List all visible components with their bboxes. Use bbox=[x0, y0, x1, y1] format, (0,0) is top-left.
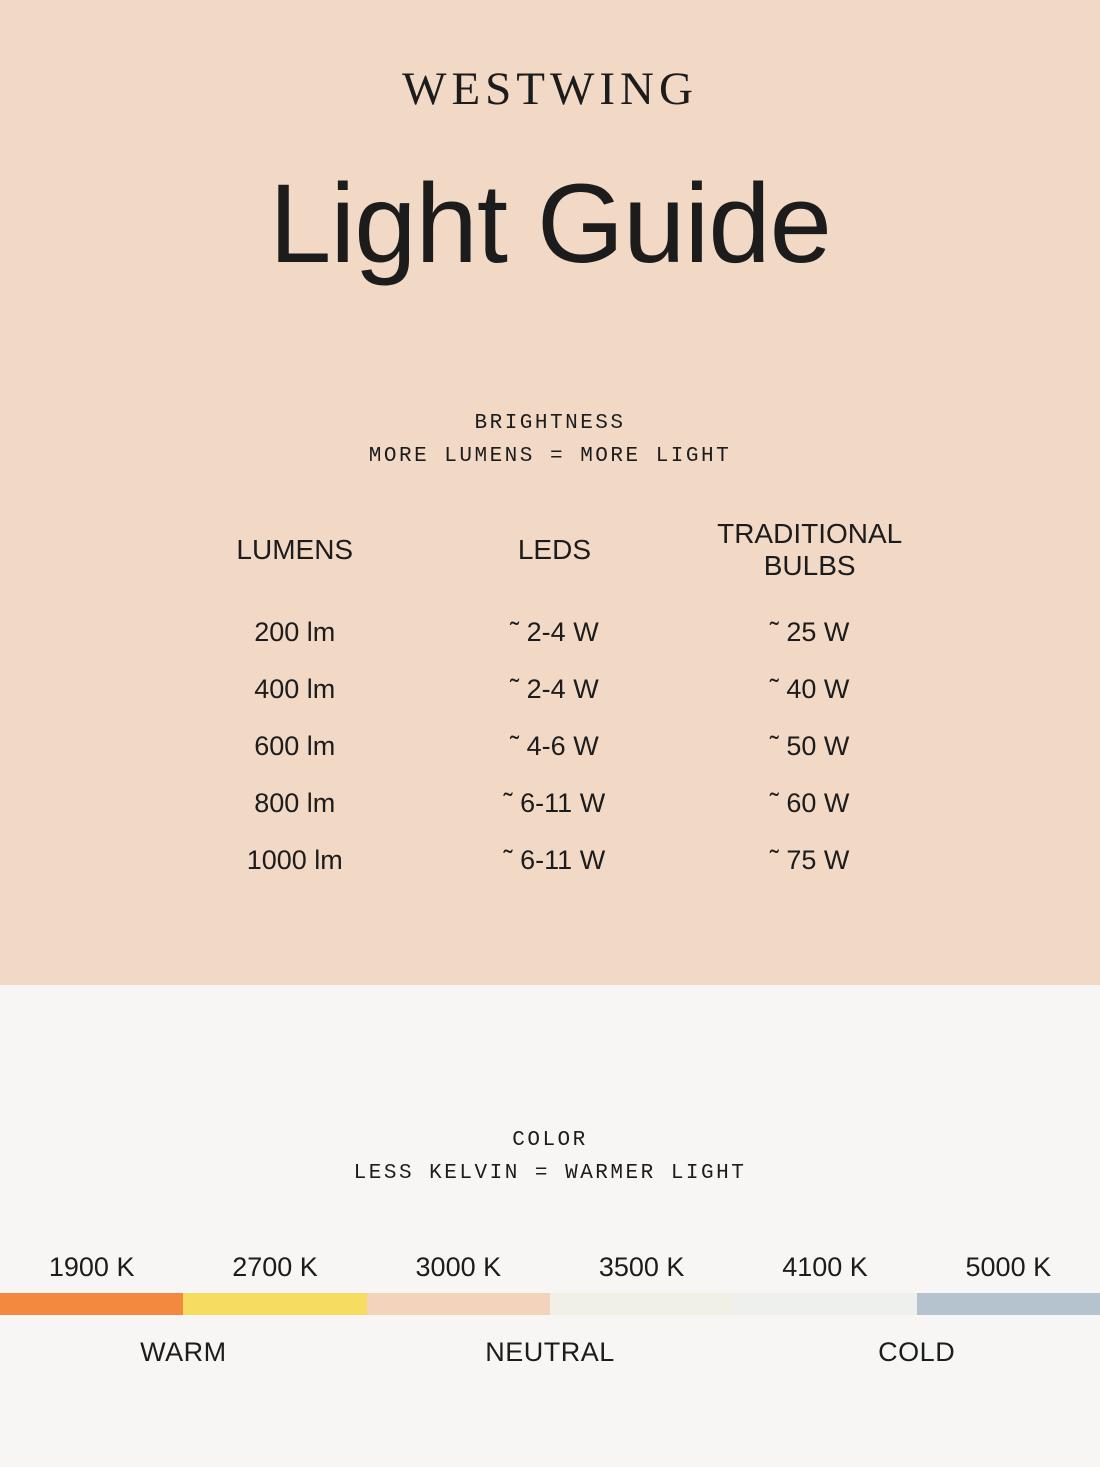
table-row bbox=[150, 718, 950, 775]
color-temperature-panel bbox=[0, 985, 1100, 1467]
cell-leds: ˜ 6-11 W bbox=[503, 788, 606, 819]
lumens-comparison-table bbox=[150, 517, 950, 889]
cell-lumens: 1000 lm bbox=[246, 845, 343, 876]
color-swatch-1900k bbox=[0, 1293, 183, 1315]
column-header-lumens: LUMENS bbox=[236, 534, 354, 566]
brand-wordmark: WESTWING bbox=[402, 63, 698, 115]
cell-leds: ˜ 4-6 W bbox=[510, 731, 599, 762]
table-row bbox=[150, 775, 950, 832]
zone-label-cold: COLD bbox=[878, 1337, 956, 1368]
kelvin-label: 3000 K bbox=[415, 1252, 502, 1283]
cell-leds: ˜ 6-11 W bbox=[503, 845, 606, 876]
kelvin-label: 1900 K bbox=[48, 1252, 135, 1283]
color-temperature-bar bbox=[0, 1293, 1100, 1315]
color-heading-primary: COLOR bbox=[512, 1129, 588, 1152]
cell-traditional: ˜ 60 W bbox=[769, 788, 850, 819]
brightness-heading-secondary: MORE LUMENS = MORE LIGHT bbox=[368, 444, 732, 468]
page-title: Light Guide bbox=[269, 161, 831, 286]
table-row bbox=[150, 661, 950, 718]
cell-leds: ˜ 2-4 W bbox=[510, 617, 599, 648]
kelvin-label: 5000 K bbox=[965, 1252, 1052, 1283]
brightness-heading-primary: BRIGHTNESS bbox=[474, 412, 626, 435]
brightness-section-heading bbox=[0, 408, 1100, 473]
cell-lumens: 400 lm bbox=[254, 674, 336, 705]
column-header-traditional-bulbs: TRADITIONAL BULBS bbox=[717, 518, 903, 582]
cell-lumens: 800 lm bbox=[254, 788, 336, 819]
color-zone-labels bbox=[0, 1337, 1100, 1368]
color-swatch-3500k bbox=[550, 1293, 733, 1315]
table-header-row bbox=[150, 517, 950, 604]
zone-label-warm: WARM bbox=[140, 1337, 227, 1368]
kelvin-label: 3500 K bbox=[598, 1252, 685, 1283]
cell-traditional: ˜ 50 W bbox=[769, 731, 850, 762]
color-heading-secondary: LESS KELVIN = WARMER LIGHT bbox=[353, 1161, 747, 1185]
color-swatch-4100k bbox=[733, 1293, 916, 1315]
cell-traditional: ˜ 25 W bbox=[769, 617, 850, 648]
cell-lumens: 200 lm bbox=[254, 617, 336, 648]
color-swatch-5000k bbox=[917, 1293, 1100, 1315]
cell-traditional: ˜ 40 W bbox=[769, 674, 850, 705]
color-section-heading bbox=[0, 985, 1100, 1190]
kelvin-label: 4100 K bbox=[782, 1252, 868, 1283]
color-swatch-3000k bbox=[367, 1293, 550, 1315]
column-header-leds: LEDS bbox=[517, 534, 592, 566]
kelvin-label: 2700 K bbox=[232, 1252, 318, 1283]
table-row bbox=[150, 832, 950, 889]
cell-leds: ˜ 2-4 W bbox=[510, 674, 599, 705]
color-swatch-2700k bbox=[183, 1293, 366, 1315]
zone-label-neutral: NEUTRAL bbox=[485, 1337, 615, 1368]
table-row bbox=[150, 604, 950, 661]
cell-traditional: ˜ 75 W bbox=[769, 845, 850, 876]
kelvin-scale-labels bbox=[0, 1252, 1100, 1283]
cell-lumens: 600 lm bbox=[254, 731, 336, 762]
